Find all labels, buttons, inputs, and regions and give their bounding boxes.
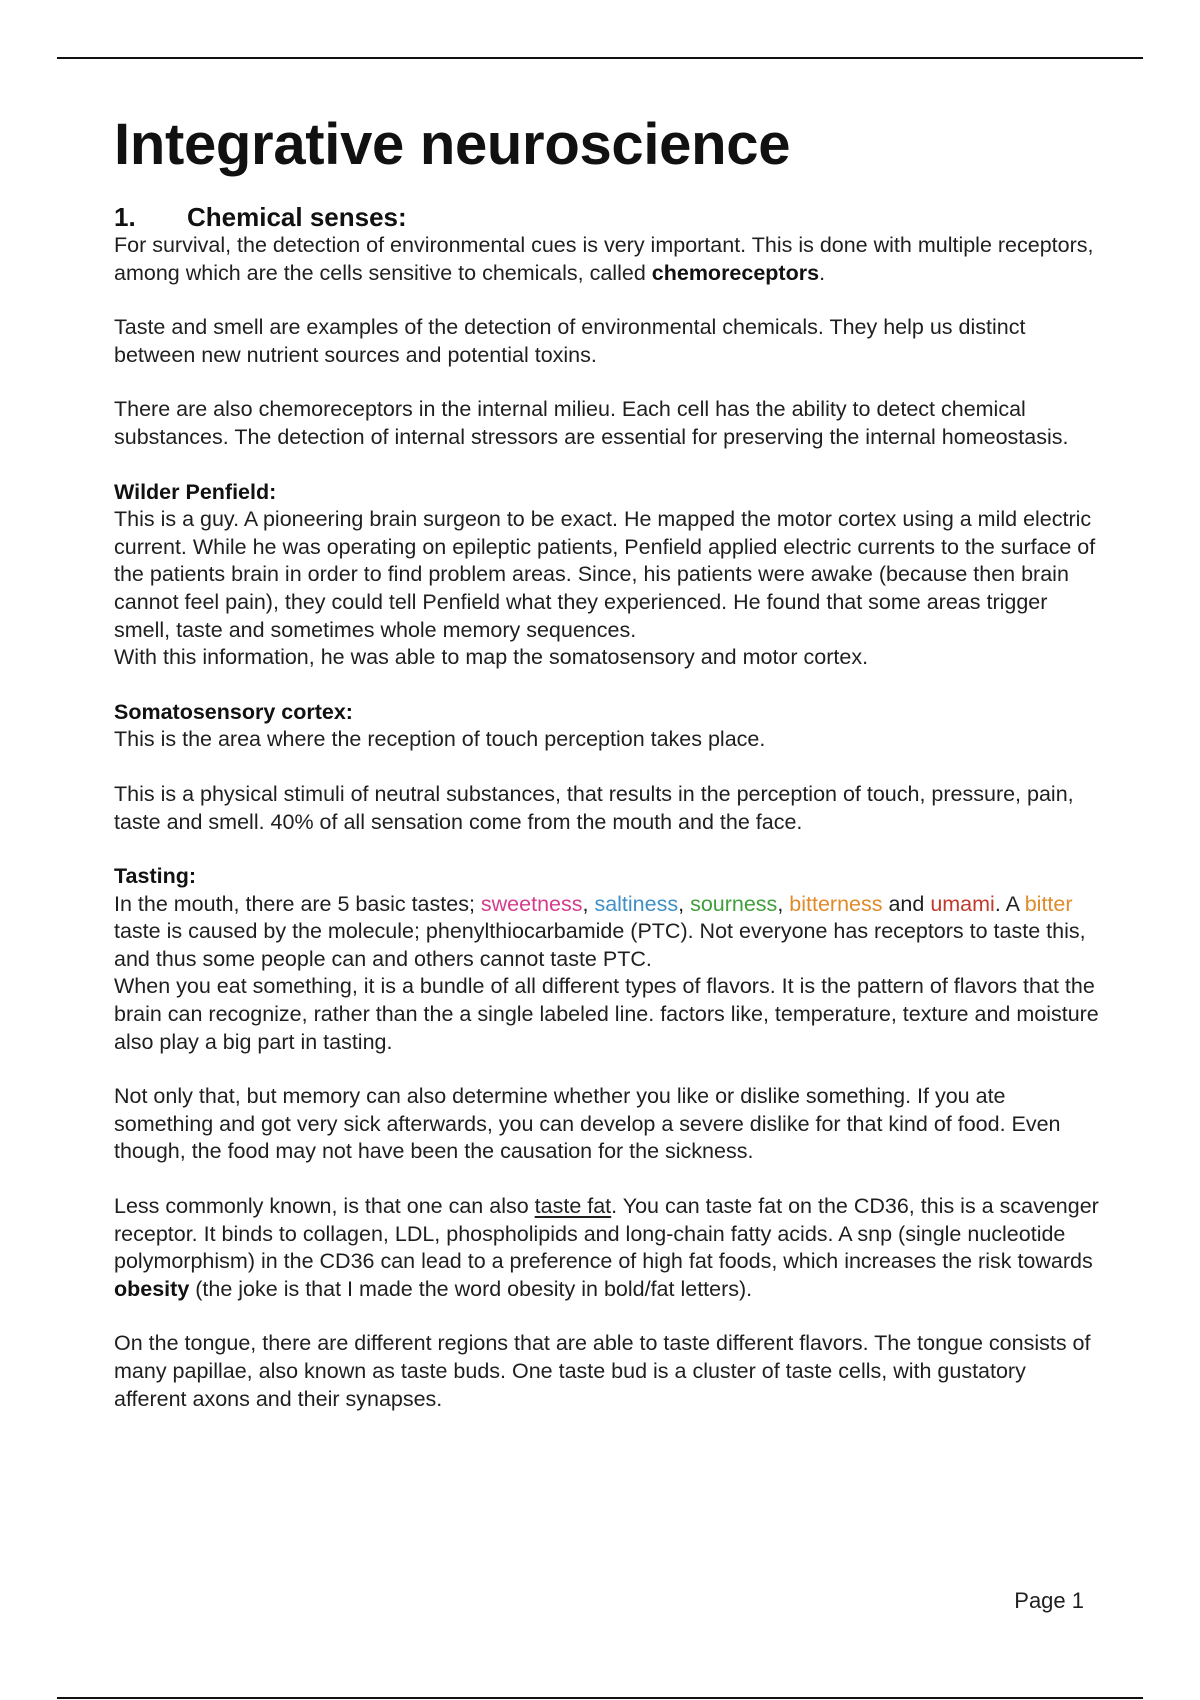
tasting-heading: Tasting: — [114, 864, 197, 889]
bitterness-word: bitterness — [789, 891, 883, 916]
bottom-rule — [57, 1697, 1143, 1699]
tasting-paragraph-1: In the mouth, there are 5 basic tastes; sweetness, saltiness, sourness, bitterness and umami. A bitter taste is caused by the molecule; phenylthiocarbamide (PTC). Not everyone has receptors to taste this, and thus some people can and others cannot taste PTC. — [114, 891, 1086, 971]
somatosensory-paragraph-2: This is a physical stimuli of neutral substances, that results in the perception of touch, pressure, pain, taste and smell. 40% of all sensation come from the mouth and the face. — [114, 781, 1074, 834]
tasting-paragraph-2: When you eat something, it is a bundle of all different types of flavors. It is the pattern of flavors that the brain can recognize, rather than the a single labeled line. factors like, temperature, texture and moisture also play a big part in tasting. — [114, 974, 1099, 1054]
document-page — [114, 112, 1104, 1413]
section-number: 1. — [114, 202, 136, 232]
intro-paragraph-1: For survival, the detection of environmental cues is very important. This is done with multiple receptors, among which are the cells sensitive to chemicals, called chemoreceptors. — [114, 233, 1094, 285]
document-title: Integrative neuroscience — [114, 112, 791, 177]
chemoreceptors-term: chemoreceptors — [651, 260, 820, 285]
saltiness-word: saltiness — [594, 891, 679, 916]
tasting-paragraph-5: On the tongue, there are different regions that are able to taste different flavors. The tongue consists of many papillae, also known as taste buds. One taste bud is a cluster of taste cells, with gustatory afferent axons and their synapses. — [114, 1331, 1091, 1411]
somatosensory-heading: Somatosensory cortex: — [114, 699, 353, 724]
sweetness-word: sweetness — [480, 891, 583, 916]
taste-fat-underlined: taste fat — [534, 1194, 612, 1219]
penfield-paragraph-1: This is a guy. A pioneering brain surgeon to be exact. He mapped the motor cortex using a mild electric current. While he was operating on epileptic patients, Penfield applied electric currents to the surface of the patients brain in order to find problem areas. Since, his patients were awake (because then brain cannot feel pain), they could tell Penfield what they experienced. He found that some areas trigger smell, taste and sometimes whole memory sequences. — [114, 507, 1096, 642]
intro-paragraph-3: There are also chemoreceptors in the internal milieu. Each cell has the ability to detect chemical substances. The detection of internal stressors are essential for preserving the internal homeostasis. — [114, 397, 1069, 449]
obesity-term: obesity — [114, 1276, 190, 1301]
penfield-paragraph-2: With this information, he was able to map the somatosensory and motor cortex. — [114, 645, 869, 670]
penfield-heading: Wilder Penfield: — [114, 479, 277, 504]
somatosensory-paragraph-1: This is the area where the reception of touch perception takes place. — [114, 727, 766, 752]
umami-word: umami — [930, 891, 995, 916]
tasting-paragraph-4: Less commonly known, is that one can also taste fat. You can taste fat on the CD36, this is a scavenger receptor. It binds to collagen, LDL, phospholipids and long-chain fatty acids. A snp (single nucleotide polymorphism) in the CD36 can lead to a preference of high fat foods, which increases the risk towards obesity (the joke is that I made the word obesity in bold/fat letters). — [114, 1194, 1099, 1301]
section-heading — [114, 202, 1104, 232]
sourness-word: sourness — [690, 891, 778, 916]
top-rule — [57, 57, 1143, 59]
tasting-paragraph-3: Not only that, but memory can also determine whether you like or dislike something. If you ate something and got very sick afterwards, you can develop a severe dislike for that kind of food. Even though, the food may not have been the causation for the sickness. — [114, 1084, 1061, 1164]
page-number: Page 1 — [1014, 1588, 1084, 1613]
section-title: Chemical senses: — [187, 202, 407, 232]
bitter-word: bitter — [1024, 891, 1073, 916]
intro-paragraph-2: Taste and smell are examples of the detection of environmental chemicals. They help us distinct between new nutrient sources and potential toxins. — [114, 315, 1026, 367]
